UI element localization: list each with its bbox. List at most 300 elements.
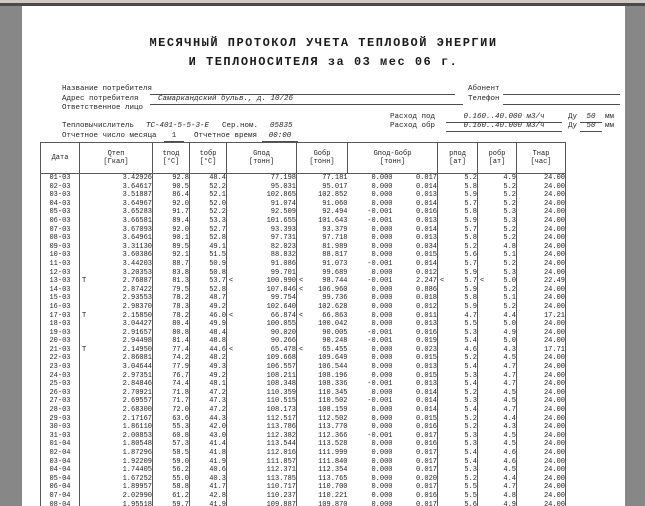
cell-tnar: 24.00 xyxy=(517,397,566,406)
cell-tobr: 41.7 xyxy=(190,483,227,492)
cell-q: 2.98370 xyxy=(80,303,153,312)
cell-tobr: 41.8 xyxy=(190,449,227,458)
col-header-3: tобр [°C] xyxy=(190,143,227,174)
cell-tnar: 24.00 xyxy=(517,423,566,432)
cell-gobr: 91.060 xyxy=(297,200,348,209)
consumer-name-label: Название потребителя xyxy=(62,85,153,93)
cell-tnar: 24.00 xyxy=(517,449,566,458)
cell-gpod: 77.198 xyxy=(227,174,297,183)
cell-tnar: 24.00 xyxy=(517,226,566,235)
cell-pobr: 5.3 xyxy=(478,217,517,226)
cell-gpod: 112.371 xyxy=(227,466,297,475)
cell-ppod: 5.4 xyxy=(438,406,478,415)
cell-q: 1.92209 xyxy=(80,458,153,467)
cell-gpod: 91.074 xyxy=(227,200,297,209)
cell-tnar: 24.00 xyxy=(517,260,566,269)
cell-tpod: 92.0 xyxy=(153,226,190,235)
cell-ppod: 5.9 xyxy=(438,217,478,226)
flow-supply-value: 0.160..40.000 м3/ч xyxy=(446,113,562,123)
table-row xyxy=(41,243,566,252)
cell-gpod: 113.544 xyxy=(227,440,297,449)
table-row xyxy=(41,466,566,475)
cell-tobr: 48.1 xyxy=(190,380,227,389)
cell-ppod: 5.2 xyxy=(438,423,478,432)
cell-pobr: 4.5 xyxy=(478,440,517,449)
cell-pobr: 5.0 xyxy=(478,320,517,329)
abonent-line xyxy=(503,85,620,95)
cell-date: 01-04 xyxy=(49,440,71,449)
cell-gpod: 99.701 xyxy=(227,269,297,278)
below-range-mark: < xyxy=(229,311,234,320)
cell-gobr: 88.817 xyxy=(297,251,348,260)
table-row xyxy=(41,501,566,506)
cell-date: 04-03 xyxy=(49,199,71,208)
cell-pobr: 4.8 xyxy=(478,492,517,501)
below-range-mark: < xyxy=(480,277,485,286)
cell-gobr: 92.494 xyxy=(297,208,348,217)
cell-ppod: 5.4 xyxy=(438,380,478,389)
cell-pobr: 5.2 xyxy=(478,260,517,269)
report-page xyxy=(22,6,625,506)
cell-tnar: 24.00 xyxy=(517,372,566,381)
cell-gobr: 81.989 xyxy=(297,243,348,252)
cell-q: 2.91657 xyxy=(80,329,153,338)
col-header-2: tпод [°C] xyxy=(153,143,190,174)
cell-tnar: 24.00 xyxy=(517,483,566,492)
cell-ppod: 5.3 xyxy=(438,372,478,381)
cell-pobr: 4.3 xyxy=(478,423,517,432)
cell-gobr: 112.502 xyxy=(297,415,348,424)
table-row xyxy=(41,354,566,363)
cell-diff2: 0.016 xyxy=(415,328,437,337)
table-row xyxy=(41,217,566,226)
cell-tpod: 58.5 xyxy=(153,449,190,458)
cell-q: 2.84846 xyxy=(80,380,153,389)
event-flag: Т xyxy=(82,311,87,320)
cell-tnar: 24.00 xyxy=(517,354,566,363)
cell-ppod: 5.3 xyxy=(438,432,478,441)
cell-gobr: 101.643 xyxy=(297,217,348,226)
cell-ppod: 5.8 xyxy=(438,183,478,192)
table-row xyxy=(41,269,566,278)
cell-tpod: 80.8 xyxy=(153,329,190,338)
cell-tnar: 24.00 xyxy=(517,406,566,415)
cell-tnar: 22.49 xyxy=(517,277,566,286)
cell-diff2: 0.014 xyxy=(415,259,437,268)
cell-ppod: 5.5 xyxy=(438,320,478,329)
cell-date: 26-03 xyxy=(49,388,71,397)
cell-tobr: 52.2 xyxy=(190,183,227,192)
below-range-mark: < xyxy=(299,277,304,286)
cell-date: 07-03 xyxy=(49,225,71,234)
event-flag: Т xyxy=(82,345,87,354)
cell-pobr: 4.9 xyxy=(478,329,517,338)
cell-gobr: 113.528 xyxy=(297,440,348,449)
cell-gpod: 95.031 xyxy=(227,183,297,192)
cell-pobr: 5.1 xyxy=(478,251,517,260)
cell-gobr: 109.870 xyxy=(297,501,348,506)
cell-diff1: 0.000 xyxy=(371,474,393,483)
cell-tnar: 24.00 xyxy=(517,501,566,506)
cell-diff2: 0.015 xyxy=(415,414,437,423)
cell-ppod: 5.8 xyxy=(438,294,478,303)
cell-ppod: 5.6 xyxy=(438,501,478,506)
cell-diff1: 0.000 xyxy=(371,302,393,311)
cell-gpod: 111.857 xyxy=(227,458,297,467)
cell-tpod: 76.7 xyxy=(153,372,190,381)
cell-pobr: 4.4 xyxy=(478,415,517,424)
cell-diff2: 0.012 xyxy=(415,268,437,277)
table-row xyxy=(41,363,566,372)
cell-gpod: 112.016 xyxy=(227,449,297,458)
cell-gpod: 97.731 xyxy=(227,234,297,243)
cell-tpod: 77.9 xyxy=(153,363,190,372)
table-row xyxy=(41,208,566,217)
cell-diff1: -0.001 xyxy=(367,337,393,346)
cell-diff2: 0.015 xyxy=(415,354,437,363)
cell-tpod: 60.8 xyxy=(153,432,190,441)
cell-tnar: 24.00 xyxy=(517,269,566,278)
table-row xyxy=(41,449,566,458)
cell-tnar: 24.00 xyxy=(517,415,566,424)
cell-diff1: 0.000 xyxy=(371,199,393,208)
event-flag: Т xyxy=(82,277,87,286)
report-day-value: 1 xyxy=(164,132,184,142)
cell-q: 2.70921 xyxy=(80,389,153,398)
cell-tpod: 90.1 xyxy=(153,234,190,243)
cell-ppod: 5.3 xyxy=(438,466,478,475)
cell-date: 27-03 xyxy=(49,397,71,406)
cell-pobr: 4.9 xyxy=(478,501,517,506)
cell-date: 10-03 xyxy=(49,251,71,260)
cell-tpod: 74.4 xyxy=(153,380,190,389)
cell-ppod: 5.9 xyxy=(438,269,478,278)
cell-diff2: 0.014 xyxy=(415,388,437,397)
cell-date: 15-03 xyxy=(49,294,71,303)
cell-tnar: 24.00 xyxy=(517,286,566,295)
cell-diff2: 0.017 xyxy=(415,449,437,457)
cell-tobr: 42.8 xyxy=(190,492,227,501)
cell-diff1: 0.000 xyxy=(371,345,393,354)
cell-diff2: 0.020 xyxy=(415,474,437,483)
cell-tobr: 47.2 xyxy=(190,389,227,398)
cell-gpod: 109.668 xyxy=(227,354,297,363)
cell-q: 1.74405 xyxy=(80,466,153,475)
phone-label: Телефон xyxy=(468,94,500,103)
cell-diff1: 0.000 xyxy=(371,423,393,432)
cell-q: 2.94498 xyxy=(80,337,153,346)
cell-q: 2.97351 xyxy=(80,372,153,381)
cell-date: 05-03 xyxy=(49,208,71,217)
table-row xyxy=(41,423,566,432)
cell-diff1: 0.000 xyxy=(371,234,393,243)
cell-diff2: 0.018 xyxy=(415,294,437,303)
cell-q: 2.17167 xyxy=(80,415,153,424)
cell-diff2: 0.016 xyxy=(415,440,437,449)
cell-pobr: 4.5 xyxy=(478,466,517,475)
cell-q: 3.51887 xyxy=(80,191,153,200)
cell-q: 1.80548 xyxy=(80,440,153,449)
cell-diff2: 0.011 xyxy=(415,311,437,320)
cell-date: 06-03 xyxy=(49,216,71,225)
cell-q: 1.95518 xyxy=(80,501,153,506)
cell-tobr: 44.6 xyxy=(190,346,227,355)
cell-pobr: 5.2 xyxy=(478,226,517,235)
cell-gpod: 107.846 xyxy=(227,286,297,295)
cell-ppod: 5.9 xyxy=(438,286,478,295)
cell-q: 1.86110 xyxy=(80,423,153,432)
cell-tobr: 40.3 xyxy=(190,475,227,484)
cell-tpod: 77.4 xyxy=(153,346,190,355)
cell-pobr: < 5.0 xyxy=(478,277,517,286)
table-row xyxy=(41,440,566,449)
cell-tnar: 24.00 xyxy=(517,200,566,209)
cell-q: 3.31130 xyxy=(80,243,153,252)
cell-gobr: < 98.744 xyxy=(297,277,348,286)
cell-gobr: 112.354 xyxy=(297,466,348,475)
cell-diff2: 0.016 xyxy=(415,208,437,217)
cell-date: 03-03 xyxy=(49,191,71,200)
cell-tpod: 81.3 xyxy=(153,277,190,286)
cell-diff1: 0.000 xyxy=(371,483,393,492)
cell-gobr: < 65.455 xyxy=(297,346,348,355)
cell-tnar: 24.00 xyxy=(517,183,566,192)
cell-tnar: 24.00 xyxy=(517,217,566,226)
table-row xyxy=(41,226,566,235)
cell-ppod: 5.9 xyxy=(438,191,478,200)
cell-tobr: 49.2 xyxy=(190,372,227,381)
table-row xyxy=(41,458,566,467)
cell-pobr: 4.4 xyxy=(478,475,517,484)
below-range-mark: < xyxy=(229,345,234,354)
cell-gpod: 110.717 xyxy=(227,483,297,492)
cell-date: 30-03 xyxy=(49,423,71,432)
cell-tobr: 48.8 xyxy=(190,337,227,346)
du-return-label: Ду xyxy=(568,122,578,130)
cell-gpod: 109.887 xyxy=(227,501,297,506)
cell-tpod: 74.2 xyxy=(153,354,190,363)
cell-q: 3.04644 xyxy=(80,363,153,372)
cell-pobr: 4.3 xyxy=(478,346,517,355)
cell-tpod: 92.1 xyxy=(153,251,190,260)
cell-diff1: 0.000 xyxy=(371,363,393,372)
cell-diff2: 0.886 xyxy=(415,285,437,294)
below-range-mark: < xyxy=(440,277,445,286)
mm-return-label: мм xyxy=(605,122,615,130)
cell-pobr: 4.5 xyxy=(478,397,517,406)
cell-tobr: 48.7 xyxy=(190,294,227,303)
cell-q: 3.44203 xyxy=(80,260,153,269)
table-row xyxy=(41,415,566,424)
cell-diff2: 0.015 xyxy=(415,371,437,380)
flow-return-label: Расход обр xyxy=(390,122,436,130)
cell-date: 17-03 xyxy=(49,311,71,320)
cell-diff1: 0.000 xyxy=(371,354,393,363)
cell-gobr: 97.718 xyxy=(297,234,348,243)
cell-diff1: 0.000 xyxy=(371,251,393,260)
cell-pobr: 4.6 xyxy=(478,449,517,458)
cell-tpod: 57.3 xyxy=(153,440,190,449)
cell-ppod: 5.2 xyxy=(438,174,478,183)
cell-q: 3.42926 xyxy=(80,174,153,183)
cell-ppod: 5.7 xyxy=(438,200,478,209)
cell-tobr: 53.7 xyxy=(190,277,227,286)
cell-date: 02-03 xyxy=(49,182,71,191)
phone-line xyxy=(503,95,620,105)
cell-q: 3.67093 xyxy=(80,226,153,235)
du-return-value: 50 xyxy=(580,122,602,132)
cell-date: 14-03 xyxy=(49,285,71,294)
cell-tobr: 49.9 xyxy=(190,320,227,329)
cell-gobr: 108.159 xyxy=(297,406,348,415)
cell-ppod: 5.4 xyxy=(438,337,478,346)
table-row xyxy=(41,346,566,355)
cell-tpod: 91.7 xyxy=(153,208,190,217)
cell-pobr: 4.5 xyxy=(478,389,517,398)
cell-date: 25-03 xyxy=(49,380,71,389)
cell-tobr: 52.8 xyxy=(190,234,227,243)
cell-tpod: 78.3 xyxy=(153,303,190,312)
responsible-label: Ответственное лицо xyxy=(62,104,144,112)
cell-tnar: 24.00 xyxy=(517,243,566,252)
cell-pobr: 4.8 xyxy=(478,243,517,252)
cell-pobr: 4.7 xyxy=(478,406,517,415)
cell-gpod: 90.020 xyxy=(227,329,297,338)
cell-tnar: 24.00 xyxy=(517,294,566,303)
flow-supply-label: Расход под xyxy=(390,113,436,121)
cell-ppod: 5.2 xyxy=(438,243,478,252)
cell-tobr: 50.8 xyxy=(190,269,227,278)
cell-date: 19-03 xyxy=(49,328,71,337)
cell-tobr: 52.0 xyxy=(190,200,227,209)
cell-tpod: 92.0 xyxy=(153,200,190,209)
cell-tnar: 24.00 xyxy=(517,234,566,243)
cell-date: 07-04 xyxy=(49,491,71,500)
cell-tobr: 41.4 xyxy=(190,440,227,449)
cell-tpod: 61.2 xyxy=(153,492,190,501)
cell-gpod: 93.393 xyxy=(227,226,297,235)
cell-gobr: 111.840 xyxy=(297,458,348,467)
cell-diff2: 0.013 xyxy=(415,363,437,372)
cell-gobr: 113.770 xyxy=(297,423,348,432)
cell-pobr: 4.7 xyxy=(478,380,517,389)
cell-diff2: 0.014 xyxy=(415,182,437,191)
cell-tnar: 24.00 xyxy=(517,475,566,484)
cell-pobr: 4.9 xyxy=(478,174,517,183)
table-row xyxy=(41,286,566,295)
cell-ppod: 5.5 xyxy=(438,483,478,492)
cell-diff1: 0.000 xyxy=(371,191,393,200)
cell-tpod: 78.2 xyxy=(153,294,190,303)
cell-diff2: 0.017 xyxy=(415,431,437,440)
cell-diff1: 0.000 xyxy=(371,311,393,320)
address-label: Адрес потребителя xyxy=(62,94,139,103)
cell-diff2: 0.016 xyxy=(415,423,437,432)
cell-diff2: 0.017 xyxy=(415,500,437,506)
cell-tnar: 24.00 xyxy=(517,337,566,346)
cell-gpod: 99.754 xyxy=(227,294,297,303)
cell-tpod: 79.5 xyxy=(153,286,190,295)
cell-ppod: 5.9 xyxy=(438,303,478,312)
cell-tnar: 24.00 xyxy=(517,458,566,467)
cell-tobr: 49.2 xyxy=(190,303,227,312)
flow-return-value: 0.160..40.000 м3/ч xyxy=(446,122,562,132)
du-supply-label: Ду xyxy=(568,113,578,121)
cell-tnar: 24.00 xyxy=(517,303,566,312)
cell-q: 3.04427 xyxy=(80,320,153,329)
cell-gobr: 93.379 xyxy=(297,226,348,235)
cell-q: 3.64617 xyxy=(80,183,153,192)
cell-pobr: 4.7 xyxy=(478,363,517,372)
cell-ppod: 5.8 xyxy=(438,234,478,243)
cell-tpod: 86.4 xyxy=(153,191,190,200)
cell-tnar: 24.00 xyxy=(517,389,566,398)
cell-date: 08-03 xyxy=(49,234,71,243)
cell-diff2: 0.017 xyxy=(415,466,437,475)
cell-date: 09-03 xyxy=(49,242,71,251)
cell-gobr: 90.005 xyxy=(297,329,348,338)
cell-gpod: 110.515 xyxy=(227,397,297,406)
cell-date: 06-04 xyxy=(49,483,71,492)
cell-diff2: 0.014 xyxy=(415,199,437,208)
cell-tobr: 42.0 xyxy=(190,423,227,432)
cell-diff2: 0.012 xyxy=(415,302,437,311)
cell-tobr: 51.5 xyxy=(190,251,227,260)
cell-tnar: 24.00 xyxy=(517,174,566,183)
cell-gobr: 102.852 xyxy=(297,191,348,200)
cell-gpod: 101.655 xyxy=(227,217,297,226)
cell-tpod: 80.4 xyxy=(153,320,190,329)
cell-ppod: 5.2 xyxy=(438,415,478,424)
cell-diff1: 0.000 xyxy=(371,285,393,294)
cell-tobr: 40.6 xyxy=(190,466,227,475)
table-row xyxy=(41,277,566,286)
cell-ppod: 5.7 xyxy=(438,260,478,269)
cell-gobr: 108.336 xyxy=(297,380,348,389)
cell-ppod: 5.3 xyxy=(438,440,478,449)
mm-supply-label: мм xyxy=(605,113,615,121)
cell-pobr: 4.5 xyxy=(478,354,517,363)
cell-pobr: 4.7 xyxy=(478,372,517,381)
cell-gobr: 95.017 xyxy=(297,183,348,192)
cell-gpod: 110.237 xyxy=(227,492,297,501)
cell-q: 2.86081 xyxy=(80,354,153,363)
col-header-6: Gпод-Gобр [тонн] xyxy=(348,143,438,174)
cell-tobr: 48.4 xyxy=(190,174,227,183)
cell-q: 2.00853 xyxy=(80,432,153,441)
col-header-4: Gпод [тонн] xyxy=(227,143,297,174)
cell-diff1: -0.001 xyxy=(367,277,393,286)
table-row xyxy=(41,303,566,312)
table-row xyxy=(41,200,566,209)
table-row xyxy=(41,183,566,192)
cell-tpod: 78.2 xyxy=(153,312,190,321)
cell-tpod: 92.8 xyxy=(153,174,190,183)
table-header-row xyxy=(41,143,566,174)
serial-label: Сер.ном. xyxy=(222,122,259,130)
cell-pobr: 5.2 xyxy=(478,234,517,243)
cell-date: 16-03 xyxy=(49,302,71,311)
table-row xyxy=(41,475,566,484)
page-title-line1: МЕСЯЧНЫЙ ПРОТОКОЛ УЧЕТА ТЕПЛОВОЙ ЭНЕРГИИ xyxy=(149,36,498,50)
cell-gobr: 112.366 xyxy=(297,432,348,441)
cell-ppod: 5.3 xyxy=(438,397,478,406)
cell-ppod: 5.8 xyxy=(438,208,478,217)
cell-date: 13-03 xyxy=(49,277,71,286)
cell-gpod: 108.211 xyxy=(227,372,297,381)
cell-q: Т 2.76887 xyxy=(80,277,153,286)
cell-gobr: 108.196 xyxy=(297,372,348,381)
